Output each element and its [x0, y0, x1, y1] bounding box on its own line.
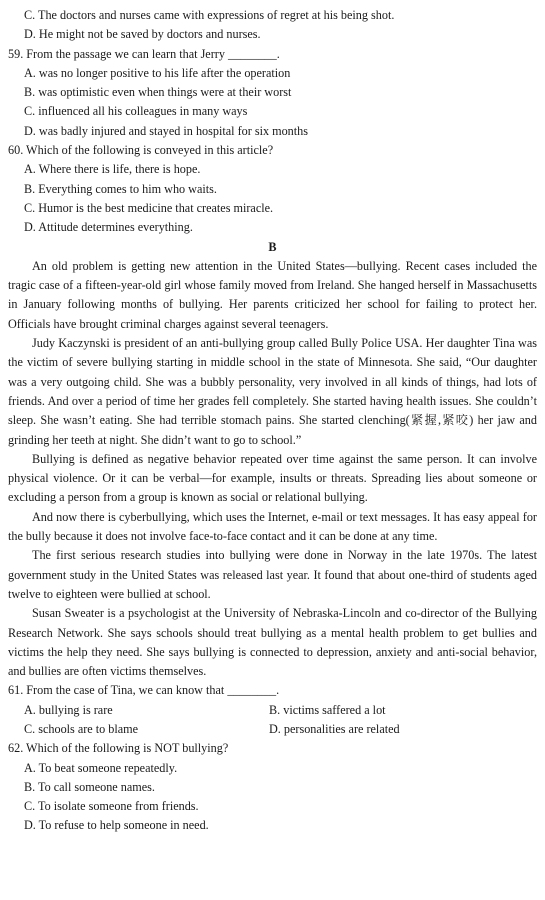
option-c: C. schools are to blame	[24, 721, 139, 736]
option-b: B. Everything comes to him who waits.	[24, 181, 217, 196]
options-row-1	[8, 701, 537, 720]
option-a: A. To beat someone repeatedly.	[24, 760, 178, 775]
question-stem: 60. Which of the following is conveyed in this article?	[8, 143, 274, 158]
option-d: D. was badly injured and stayed in hospital for six months	[24, 123, 308, 138]
option-b: B. victims saffered a lot	[269, 702, 386, 717]
question-stem: 62. Which of the following is NOT bullying?	[8, 741, 229, 756]
option-d: D. personalities are related	[269, 721, 400, 736]
options-row-2	[8, 720, 537, 739]
passage-paragraph-5: The first serious research studies into bullying were done in Norway in the late 1970s. The latest government study in the United States was released last year. It found that about one-third of students aged twelve to eighteen were bullied at school.	[8, 548, 537, 601]
question-stem: 61. From the case of Tina, we can know that ________.	[8, 683, 280, 698]
top-options	[8, 6, 537, 45]
question-61	[8, 681, 537, 739]
section-title: B	[268, 239, 277, 254]
passage-paragraph-4: And now there is cyberbullying, which uses the Internet, e-mail or text messages. It has easy appeal for the bully because it does not involve face-to-face contact and it can be done at any time.	[8, 509, 537, 544]
option-a: A. Where there is life, there is hope.	[24, 162, 201, 177]
section-b	[8, 238, 537, 682]
option-d: D. He might not be saved by doctors and nurses.	[24, 27, 261, 42]
option-c: C. Humor is the best medicine that creates miracle.	[24, 200, 274, 215]
option-c: C. influenced all his colleagues in many ways	[24, 104, 248, 119]
option-c: C. The doctors and nurses came with expressions of regret at his being shot.	[24, 8, 395, 22]
passage-paragraph-3: Bullying is defined as negative behavior repeated over time against the same person. It can involve physical violence. Or it can be verbal—for example, insults or threats. Spreading lies about someone or excluding a person from a group is known as social or relational bullying.	[8, 451, 537, 505]
passage-paragraph-2: Judy Kaczynski is president of an anti-bullying group called Bully Police USA. Her daughter Tina was the victim of severe bullying starting in middle school in the state of Minnesota. She said, “Our daughter was a very outgoing child. She was a bubbly personality, very involved in all kinds of things, had lots of friends. And over a period of time her grades fell completely. She started having health issues. She couldn’t sleep. She wasn’t eating. She had terrible stomach pains. She started clenching(紧握,紧咬) her jaw and grinding her teeth at night. She didn’t want to go to school.”	[8, 336, 537, 447]
passage-paragraph-6: Susan Sweater is a psychologist at the University of Nebraska-Lincoln and co-director of the Bullying Research Network. She says schools should treat bullying as a mental health problem to get bullies and victims the help they need. She says bullying is connected to depression, anxiety and anti-social behavior, and bullies are often victims themselves.	[8, 606, 537, 679]
passage-paragraph-1: An old problem is getting new attention in the United States—bullying. Recent cases included the tragic case of a fifteen-year-old girl whose family moved from Ireland. She hanged herself in Massachusetts in January following months of bullying. Her parents criticized her school for failing to protect her. Officials have brought criminal charges against several teenagers.	[8, 258, 537, 331]
question-62	[8, 739, 537, 835]
question-60	[8, 141, 537, 237]
option-d: D. Attitude determines everything.	[24, 220, 193, 235]
option-a: A. bullying is rare	[24, 702, 113, 717]
question-59	[8, 45, 537, 141]
option-d: D. To refuse to help someone in need.	[24, 818, 209, 833]
option-b: B. was optimistic even when things were at their worst	[24, 85, 292, 100]
option-b: B. To call someone names.	[24, 779, 155, 794]
question-stem: 59. From the passage we can learn that Jerry ________.	[8, 46, 280, 61]
option-c: C. To isolate someone from friends.	[24, 799, 199, 814]
option-a: A. was no longer positive to his life after the operation	[24, 65, 291, 80]
